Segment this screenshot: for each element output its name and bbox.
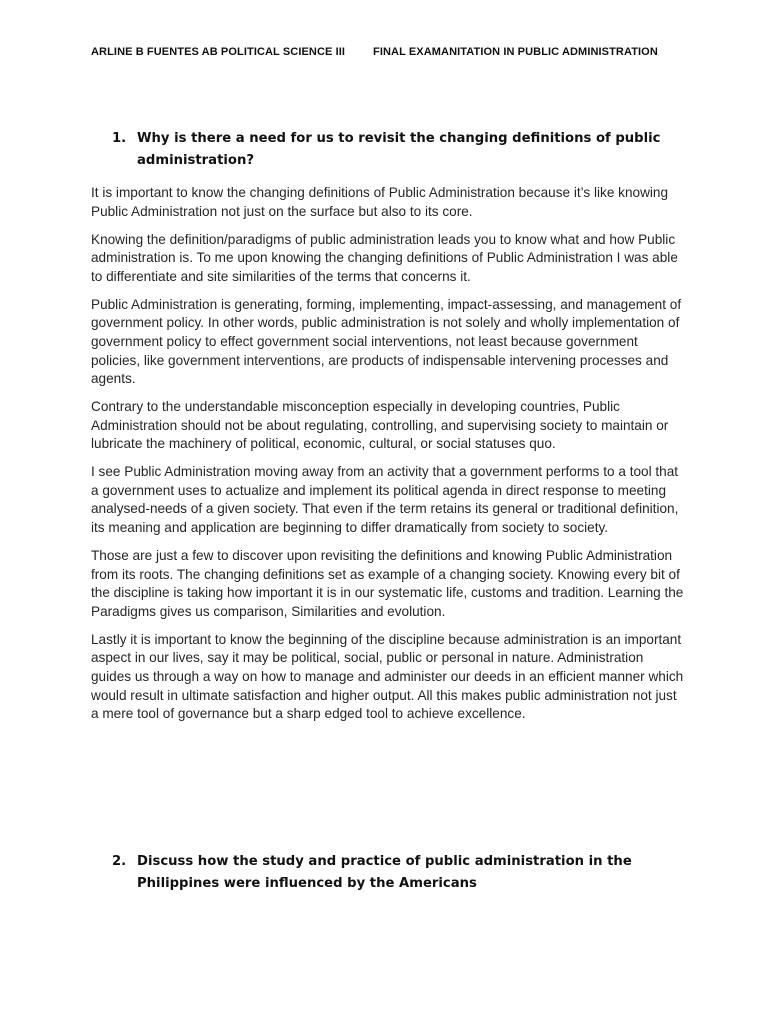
question-2-text: Discuss how the study and practice of public administration in the Philippines were influenced by the Americans xyxy=(137,854,632,891)
question-1-number: 1. xyxy=(112,131,127,146)
question-2 xyxy=(112,851,692,895)
page-header xyxy=(91,46,691,66)
question-1 xyxy=(112,128,692,172)
answer-1 xyxy=(91,184,687,733)
answer-1-paragraph: Knowing the definition/paradigms of public administration leads you to know what and how Public administration is. To me upon knowing the changing definitions of Public Administration I was able to differentiate and site similarities of the terms that concerns it. xyxy=(91,231,678,284)
answer-1-paragraph: It is important to know the changing definitions of Public Administration because it’s like knowing Public Administration not just on the surface but also to its core. xyxy=(91,185,669,219)
answer-1-paragraph: Lastly it is important to know the beginning of the discipline because administration is an important aspect in our lives, say it may be political, social, public or personal in nature. Administration guides us through a way on how to manage and administer our deeds in an efficient manner which would result in ultimate satisfaction and higher output. All this makes public administration not just a mere tool of governance but a sharp edged tool to achieve excellence. xyxy=(91,631,684,722)
question-2-number: 2. xyxy=(112,854,127,869)
header-exam-title: FINAL EXAMANITATION IN PUBLIC ADMINISTRATION xyxy=(373,46,658,58)
answer-1-paragraph: Public Administration is generating, forming, implementing, impact-assessing, and management of government policy. In other words, public administration is not solely and wholly implementation of government policy to effect government social interventions, not least because government policies, like government interventions, are products of indispensable intervening processes and agents. xyxy=(91,296,682,387)
question-1-text: Why is there a need for us to revisit the changing definitions of public administration? xyxy=(137,131,661,168)
answer-1-paragraph: Those are just a few to discover upon revisiting the definitions and knowing Public Administration from its roots. The changing definitions set as example of a changing society. Knowing every bit of the discipline is taking how important it is in our systematic life, customs and tradition. Learning the Paradigms gives us comparison, Similarities and evolution. xyxy=(91,548,684,619)
answer-1-paragraph: Contrary to the understandable misconception especially in developing countries, Public Administration should not be about regulating, controlling, and supervising society to maintain or lubricate the machinery of political, economic, cultural, or social statuses quo. xyxy=(91,399,669,452)
answer-1-paragraph: I see Public Administration moving away from an activity that a government performs to a tool that a government uses to actualize and implement its political agenda in direct response to meeting analysed-needs of a given society. That even if the term retains its general or traditional definition, its meaning and application are beginning to differ dramatically from society to society. xyxy=(91,464,679,536)
header-student-info: ARLINE B FUENTES AB POLITICAL SCIENCE III xyxy=(91,46,346,58)
